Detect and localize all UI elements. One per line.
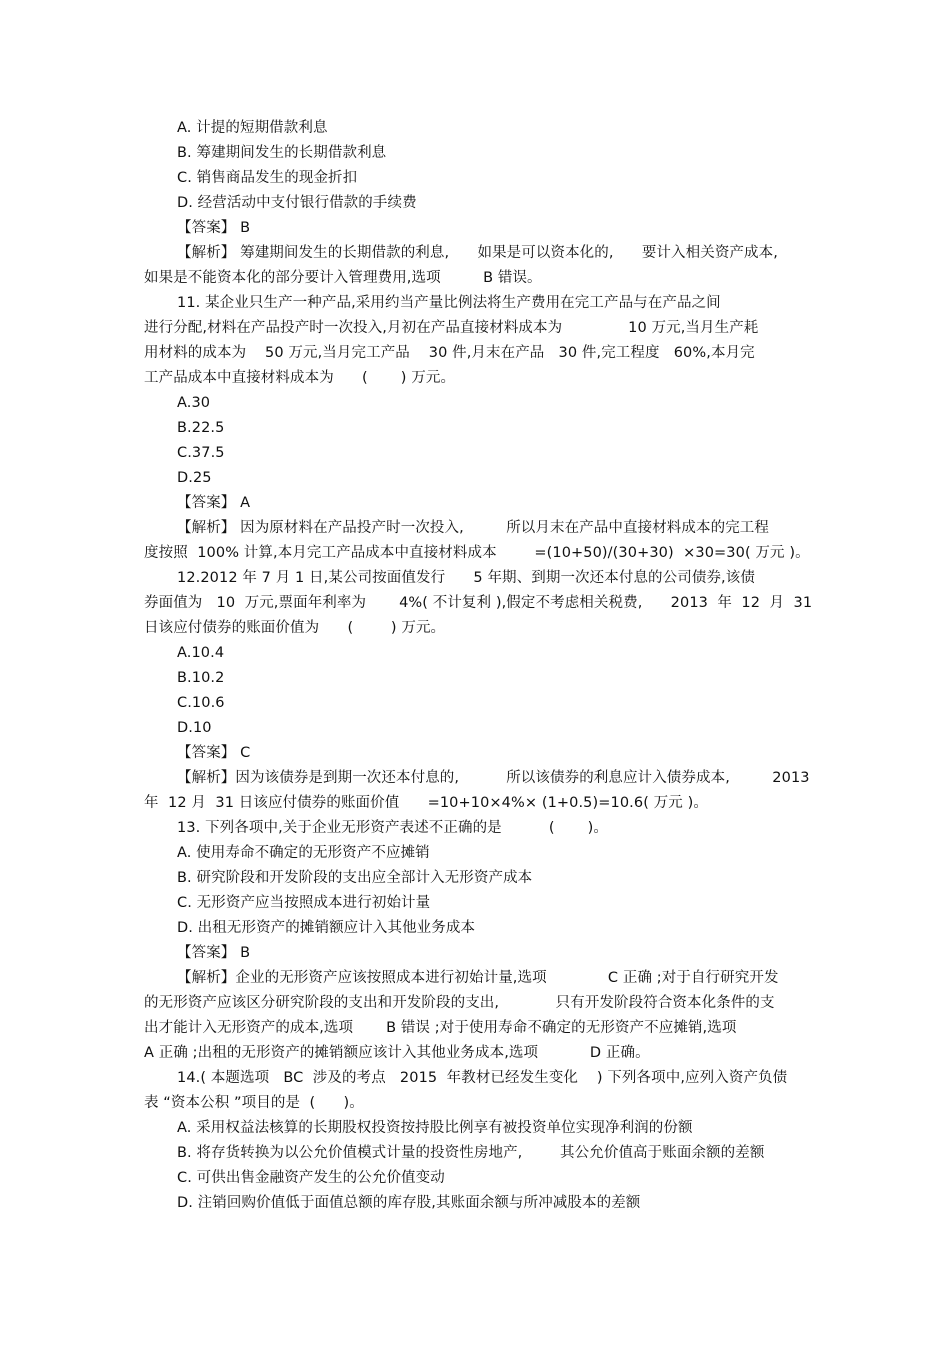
explanation-line: 【解析】 因为原材料在产品投产时一次投入, 所以月末在产品中直接材料成本的完工程: [177, 520, 769, 536]
explanation-line: A 正确 ;出租的无形资产的摊销额应该计入其他业务成本,选项 D 正确。: [144, 1045, 650, 1061]
explanation-line: 年 12 月 31 日该应付债券的账面价值 =10+10×4%× (1+0.5)=10.6( 万元 )。: [144, 795, 708, 811]
question-line: 用材料的成本为 50 万元,当月完工产品 30 件,月末在产品 30 件,完工程度 60%,本月完: [144, 345, 755, 361]
option-c: C.10.6: [177, 695, 225, 711]
option-b: B.10.2: [177, 670, 225, 686]
explanation-line: 度按照 100% 计算,本月完工产品成本中直接材料成本 =(10+50)/(30+30) ×30=30( 万元 )。: [144, 545, 810, 561]
question-line: 进行分配,材料在产品投产时一次投入,月初在产品直接材料成本为 10 万元,当月生产耗: [144, 320, 759, 336]
option-a: A. 使用寿命不确定的无形资产不应摊销: [177, 845, 430, 861]
question-14: 14.( 本题选项 BC 涉及的考点 2015 年教材已经发生变化 ) 下列各项中,应列入资产负债: [177, 1070, 788, 1086]
explanation-line: 【解析】 筹建期间发生的长期借款的利息, 如果是可以资本化的, 要计入相关资产成本,: [177, 245, 778, 261]
option-c: C.37.5: [177, 445, 225, 461]
option-d: D. 经营活动中支付银行借款的手续费: [177, 195, 417, 211]
option-b: B. 研究阶段和开发阶段的支出应全部计入无形资产成本: [177, 870, 533, 886]
option-a: A. 采用权益法核算的长期股权投资按持股比例享有被投资单位实现净利润的份额: [177, 1120, 693, 1136]
question-12: 12.2012 年 7 月 1 日,某公司按面值发行 5 年期、到期一次还本付息的公司债券,该债: [177, 570, 755, 586]
option-c: C. 销售商品发生的现金折扣: [177, 170, 358, 186]
explanation-line: 的无形资产应该区分研究阶段的支出和开发阶段的支出, 只有开发阶段符合资本化条件的支: [144, 995, 775, 1011]
question-line: 表 “资本公积 ”项目的是 ( )。: [144, 1095, 364, 1111]
question-line: 工产品成本中直接材料成本为 ( ) 万元。: [144, 370, 456, 386]
option-a: A. 计提的短期借款利息: [177, 120, 328, 136]
explanation-line: 【解析】因为该债券是到期一次还本付息的, 所以该债券的利息应计入债券成本, 2013: [177, 770, 810, 786]
question-13: 13. 下列各项中,关于企业无形资产表述不正确的是 ( )。: [177, 820, 608, 836]
answer-line: 【答案】 B: [177, 220, 251, 236]
option-a: A.30: [177, 395, 211, 411]
option-c: C. 无形资产应当按照成本进行初始计量: [177, 895, 431, 911]
answer-line: 【答案】 B: [177, 945, 251, 961]
option-c: C. 可供出售金融资产发生的公允价值变动: [177, 1170, 445, 1186]
explanation-line: 出才能计入无形资产的成本,选项 B 错误 ;对于使用寿命不确定的无形资产不应摊销,选项: [144, 1020, 737, 1036]
explanation-line: 如果是不能资本化的部分要计入管理费用,选项 B 错误。: [144, 270, 542, 286]
option-d: D. 出租无形资产的摊销额应计入其他业务成本: [177, 920, 476, 936]
explanation-line: 【解析】企业的无形资产应该按照成本进行初始计量,选项 C 正确 ;对于自行研究开发: [177, 970, 779, 986]
option-d: D. 注销回购价值低于面值总额的库存股,其账面余额与所冲减股本的差额: [177, 1195, 641, 1211]
question-line: 日该应付债券的账面价值为 ( ) 万元。: [144, 620, 446, 636]
option-b: B. 筹建期间发生的长期借款利息: [177, 145, 387, 161]
question-line: 券面值为 10 万元,票面年利率为 4%( 不计复利 ),假定不考虑相关税费, 2013 年 12 月 31: [144, 595, 813, 611]
option-b: B. 将存货转换为以公允价值模式计量的投资性房地产, 其公允价值高于账面余额的差额: [177, 1145, 765, 1161]
answer-line: 【答案】 C: [177, 745, 251, 761]
option-a: A.10.4: [177, 645, 225, 661]
option-b: B.22.5: [177, 420, 225, 436]
answer-line: 【答案】 A: [177, 495, 251, 511]
question-11: 11. 某企业只生产一种产品,采用约当产量比例法将生产费用在完工产品与在产品之间: [177, 295, 721, 311]
option-d: D.10: [177, 720, 212, 736]
option-d: D.25: [177, 470, 212, 486]
